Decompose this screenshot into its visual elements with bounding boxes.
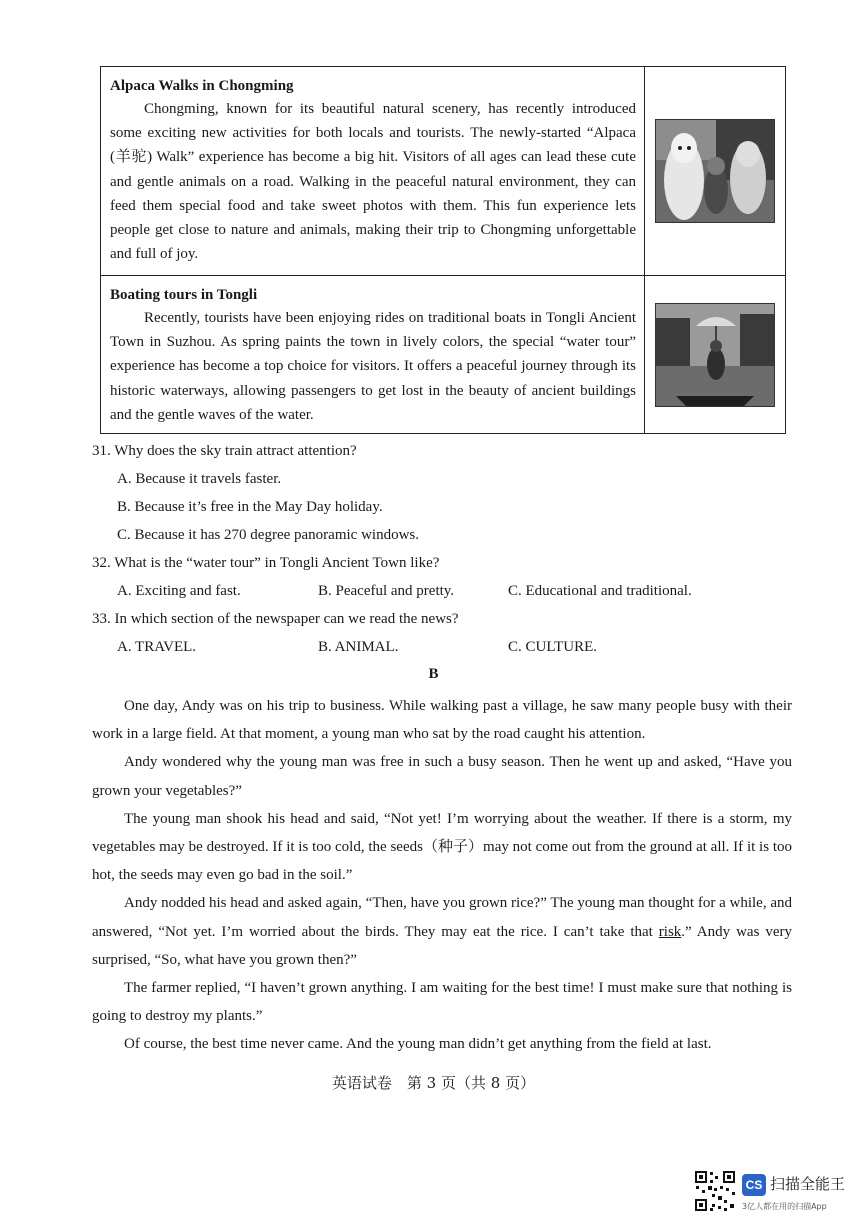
option-31-a: A. Because it travels faster. [117,471,282,487]
page-footer: 英语试卷 第 3 页（共 8 页） [331,1074,536,1092]
question-33: 33. In which section of the newspaper can we read the news? [92,611,459,627]
question-31: 31. Why does the sky train attract attention? [92,443,357,459]
news-text-cell [101,276,645,433]
passage-paragraph [92,889,792,974]
option-31-b: B. Because it’s free in the May Day holiday. [117,499,383,515]
passage-text: Andy nodded his head and asked again, “Then, have you grown rice?” The young man thought for a while, and answered, “Not yet. I’m worried about the birds. They may eat the rice. I can’t take that [92,895,792,940]
alpaca-photo [655,119,775,223]
news-body: Recently, tourists have been enjoying rides on traditional boats in Tongli Ancient Town in Suzhou. As spring paints the town in lively colors, the special “water tour” experience has become a top choice for visitors. It offers a peaceful journey through its historic waterways, allowing passengers to get lost in the beauty of ancient buildings and the gentle waves of the water. [110,310,636,423]
news-row-boating [101,276,785,433]
news-image-cell [645,67,785,275]
news-row-alpaca [101,67,785,276]
section-heading: B [428,666,439,682]
underlined-word: risk [658,923,682,940]
alpaca-photo-graphic [656,120,774,222]
news-table [100,66,786,434]
passage-paragraph: The farmer replied, “I haven’t grown anything. I am waiting for the best time! I must make sure that nothing is going to destroy my plants.” [92,980,792,1025]
question-32: 32. What is the “water tour” in Tongli Ancient Town like? [92,555,440,571]
news-title: Boating tours in Tongli [110,287,258,303]
news-body: Chongming, known for its beautiful natural scenery, has recently introduced some exciting new activities for both locals and tourists. The newly-started “Alpaca (羊驼) Walk” experience has become a big hit. Visitors of all ages can lead these cute and gentle animals on a road. Walking in the peaceful natural environment, they can feed them special food and take sweet photos with them. This fun experience lets people get close to nature and animals, making their trip to Chongming unforgettable and full of joy. [110,101,636,263]
option-31-c: C. Because it has 270 degree panoramic windows. [117,527,419,543]
scanner-tagline: 3亿人都在用的扫描App [742,1202,827,1211]
passage-text: .” Andy was very surprised, “So, what have you grown then?” [92,923,792,968]
qr-code-icon [694,1170,736,1212]
news-title: Alpaca Walks in Chongming [110,78,294,94]
option-33-a: A. TRAVEL. [117,639,197,655]
passage-paragraph: Andy wondered why the young man was free in such a busy season. Then he went up and asked, “Have you grown your vegetables?” [92,754,792,799]
camscanner-logo: CS [742,1174,766,1196]
option-32-c: C. Educational and traditional. [508,583,692,599]
news-text-cell [101,67,645,275]
news-image-cell [645,276,785,433]
boat-photo [655,303,775,407]
passage-paragraph: The young man shook his head and said, “Not yet! I’m worrying about the weather. If there is a storm, my vegetables may be destroyed. If it is too cold, the seeds（种子）may not come out from the ground at all. If it is too hot, the seeds may even go bad in the soil.” [92,810,792,884]
option-32-b: B. Peaceful and pretty. [318,583,455,599]
passage-paragraph: One day, Andy was on his trip to business. While walking past a village, he saw many people busy with their work in a large field. At that moment, a young man who sat by the road caught his attention. [92,698,792,743]
scanner-watermark [694,1170,854,1218]
option-33-b: B. ANIMAL. [318,639,399,655]
scanner-app-name: 扫描全能王 [770,1175,846,1193]
option-33-c: C. CULTURE. [508,639,598,655]
option-32-a: A. Exciting and fast. [117,583,241,599]
reading-passage [92,692,792,1059]
passage-paragraph: Of course, the best time never came. And the young man didn’t get anything from the field at last. [124,1036,712,1053]
boat-photo-graphic [656,304,774,406]
